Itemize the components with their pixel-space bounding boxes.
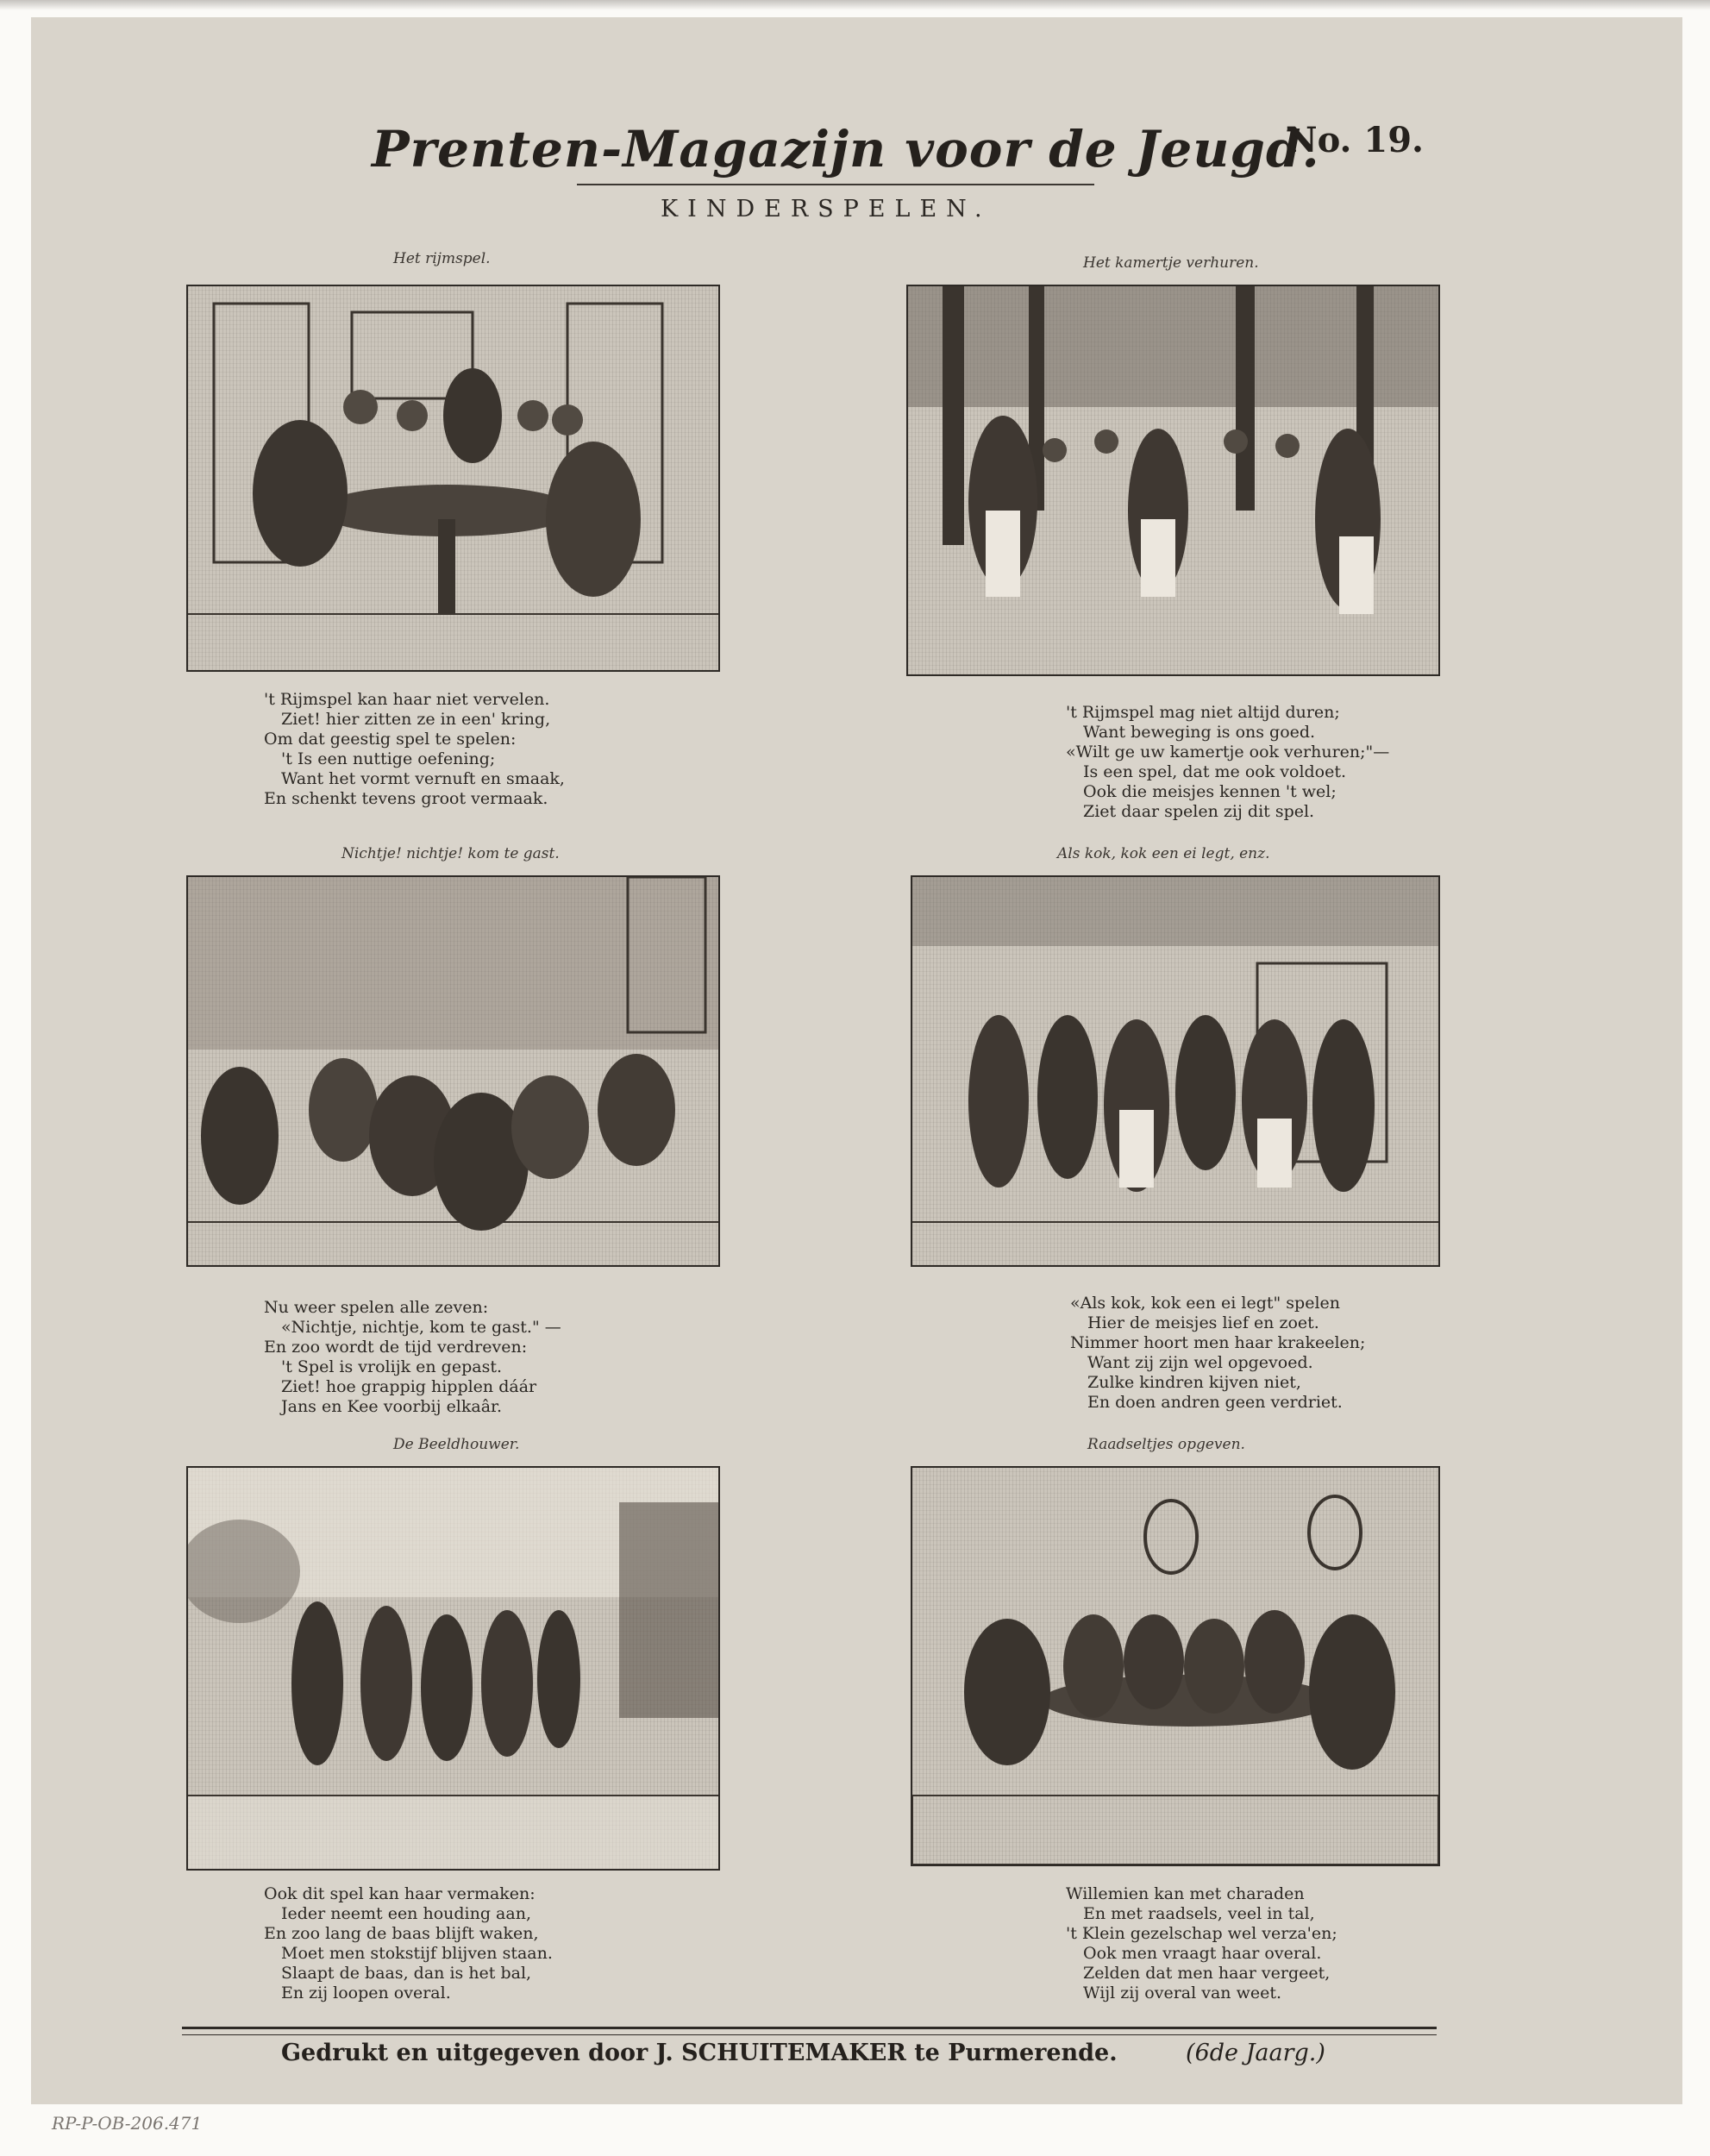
verse-line: Jans en Kee voorbij elkaâr. <box>281 1397 503 1416</box>
panel-caption: Nichtje! nichtje! kom te gast. <box>341 845 560 862</box>
verse-line: Om dat geestig spel te spelen: <box>264 730 517 749</box>
verse-line: Ziet! hoe grappig hipplen dáár <box>281 1377 537 1396</box>
verse-line: «Als kok, kok een ei legt" spelen <box>1070 1294 1340 1313</box>
verse-line: 't Is een nuttige oefening; <box>281 749 496 768</box>
engraving-raadseltjes <box>911 1466 1440 1866</box>
verse-line: Hier de meisjes lief en zoet. <box>1087 1313 1319 1332</box>
verse-line: En zij loopen overal. <box>281 1984 451 2002</box>
verse-line: Want beweging is ons goed. <box>1083 723 1316 742</box>
verse-line: Nu weer spelen alle zeven: <box>264 1298 489 1317</box>
verse-line: Willemien kan met charaden <box>1066 1884 1305 1903</box>
verse-line: Slaapt de baas, dan is het bal, <box>281 1964 532 1983</box>
verse-line: 't Rijmspel kan haar niet vervelen. <box>264 690 550 709</box>
engraving-rijmspel <box>186 285 720 672</box>
engraving-beeldhouwer <box>186 1466 720 1871</box>
verse-line: Is een spel, dat me ook voldoet. <box>1083 762 1347 781</box>
verse-line: En met raadsels, veel in tal, <box>1083 1904 1315 1923</box>
verse-line: Moet men stokstijf blijven staan. <box>281 1944 553 1963</box>
imprint-text: Gedrukt en uitgegeven door J. SCHUITEMAKER te Purmerende. <box>281 2040 1118 2066</box>
panel-caption: Het rijmspel. <box>393 250 491 267</box>
shelfmark: RP-P-OB-206.471 <box>52 2113 203 2134</box>
verse-kamertje-verhuren <box>1066 703 1389 822</box>
verse-line: Ieder neemt een houding aan, <box>281 1904 531 1923</box>
panel-caption: Als kok, kok een ei legt, enz. <box>1057 845 1270 862</box>
print-sheet <box>31 17 1682 2104</box>
verse-line: 't Spel is vrolijk en gepast. <box>281 1357 502 1376</box>
engraving-nichtje-illustration <box>188 877 718 1265</box>
engraving-beeldhouwer-illustration <box>188 1468 718 1869</box>
verse-line: Ook dit spel kan haar vermaken: <box>264 1884 536 1903</box>
verse-nichtje <box>264 1298 561 1417</box>
verse-beeldhouwer <box>264 1884 553 2003</box>
footer-rule <box>182 2027 1437 2035</box>
verse-line: En zoo lang de baas blijft waken, <box>264 1924 539 1943</box>
verse-line: «Wilt ge uw kamertje ook verhuren;"— <box>1066 743 1390 761</box>
verse-line: Ook die meisjes kennen 't wel; <box>1083 782 1337 801</box>
verse-line: Wijl zij overal van weet. <box>1083 1984 1282 2002</box>
engraving-als-kok-illustration <box>912 877 1438 1265</box>
engraving-rijmspel-illustration <box>188 286 718 670</box>
verse-line: Want zij zijn wel opgevoed. <box>1087 1353 1313 1372</box>
verse-line: Ook men vraagt haar overal. <box>1083 1944 1322 1963</box>
verse-line: Ziet! hier zitten ze in een' kring, <box>281 710 551 729</box>
verse-line: Ziet daar spelen zij dit spel. <box>1083 802 1315 821</box>
verse-line: 't Klein gezelschap wel verza'en; <box>1066 1924 1337 1943</box>
page-title: Prenten-Magazijn voor de Jeugd. <box>372 120 1320 179</box>
imprint-year: (6de Jaarg.) <box>1186 2040 1325 2066</box>
verse-raadseltjes <box>1066 1884 1337 2003</box>
title-rule <box>577 184 1094 185</box>
verse-line: En zoo wordt de tijd verdreven: <box>264 1338 528 1357</box>
engraving-kamertje-illustration <box>908 286 1438 674</box>
page-edge <box>0 0 1710 10</box>
verse-line: 't Rijmspel mag niet altijd duren; <box>1066 703 1340 722</box>
verse-rijmspel <box>264 690 565 809</box>
verse-line: Zulke kindren kijven niet, <box>1087 1373 1301 1392</box>
verse-line: Nimmer hoort men haar krakeelen; <box>1070 1333 1366 1352</box>
verse-line: En doen andren geen verdriet. <box>1087 1393 1343 1412</box>
engraving-nichtje <box>186 875 720 1267</box>
panel-caption: De Beeldhouwer. <box>393 1436 520 1453</box>
masthead <box>31 108 1682 237</box>
verse-line: En schenkt tevens groot vermaak. <box>264 789 548 808</box>
verse-line: Want het vormt vernuft en smaak, <box>281 769 565 788</box>
verse-line: Zelden dat men haar vergeet, <box>1083 1964 1331 1983</box>
engraving-raadseltjes-illustration <box>912 1468 1438 1865</box>
imprint <box>281 2040 1325 2066</box>
issue-number: No. 19. <box>1286 120 1424 160</box>
engraving-kamertje-verhuren <box>906 285 1440 676</box>
page-subtitle: KINDERSPELEN. <box>661 196 992 222</box>
engraving-als-kok <box>911 875 1440 1267</box>
panel-caption: Raadseltjes opgeven. <box>1087 1436 1245 1453</box>
verse-line: «Nichtje, nichtje, kom te gast." — <box>281 1318 561 1337</box>
panel-caption: Het kamertje verhuren. <box>1083 254 1259 272</box>
verse-als-kok <box>1070 1294 1365 1413</box>
